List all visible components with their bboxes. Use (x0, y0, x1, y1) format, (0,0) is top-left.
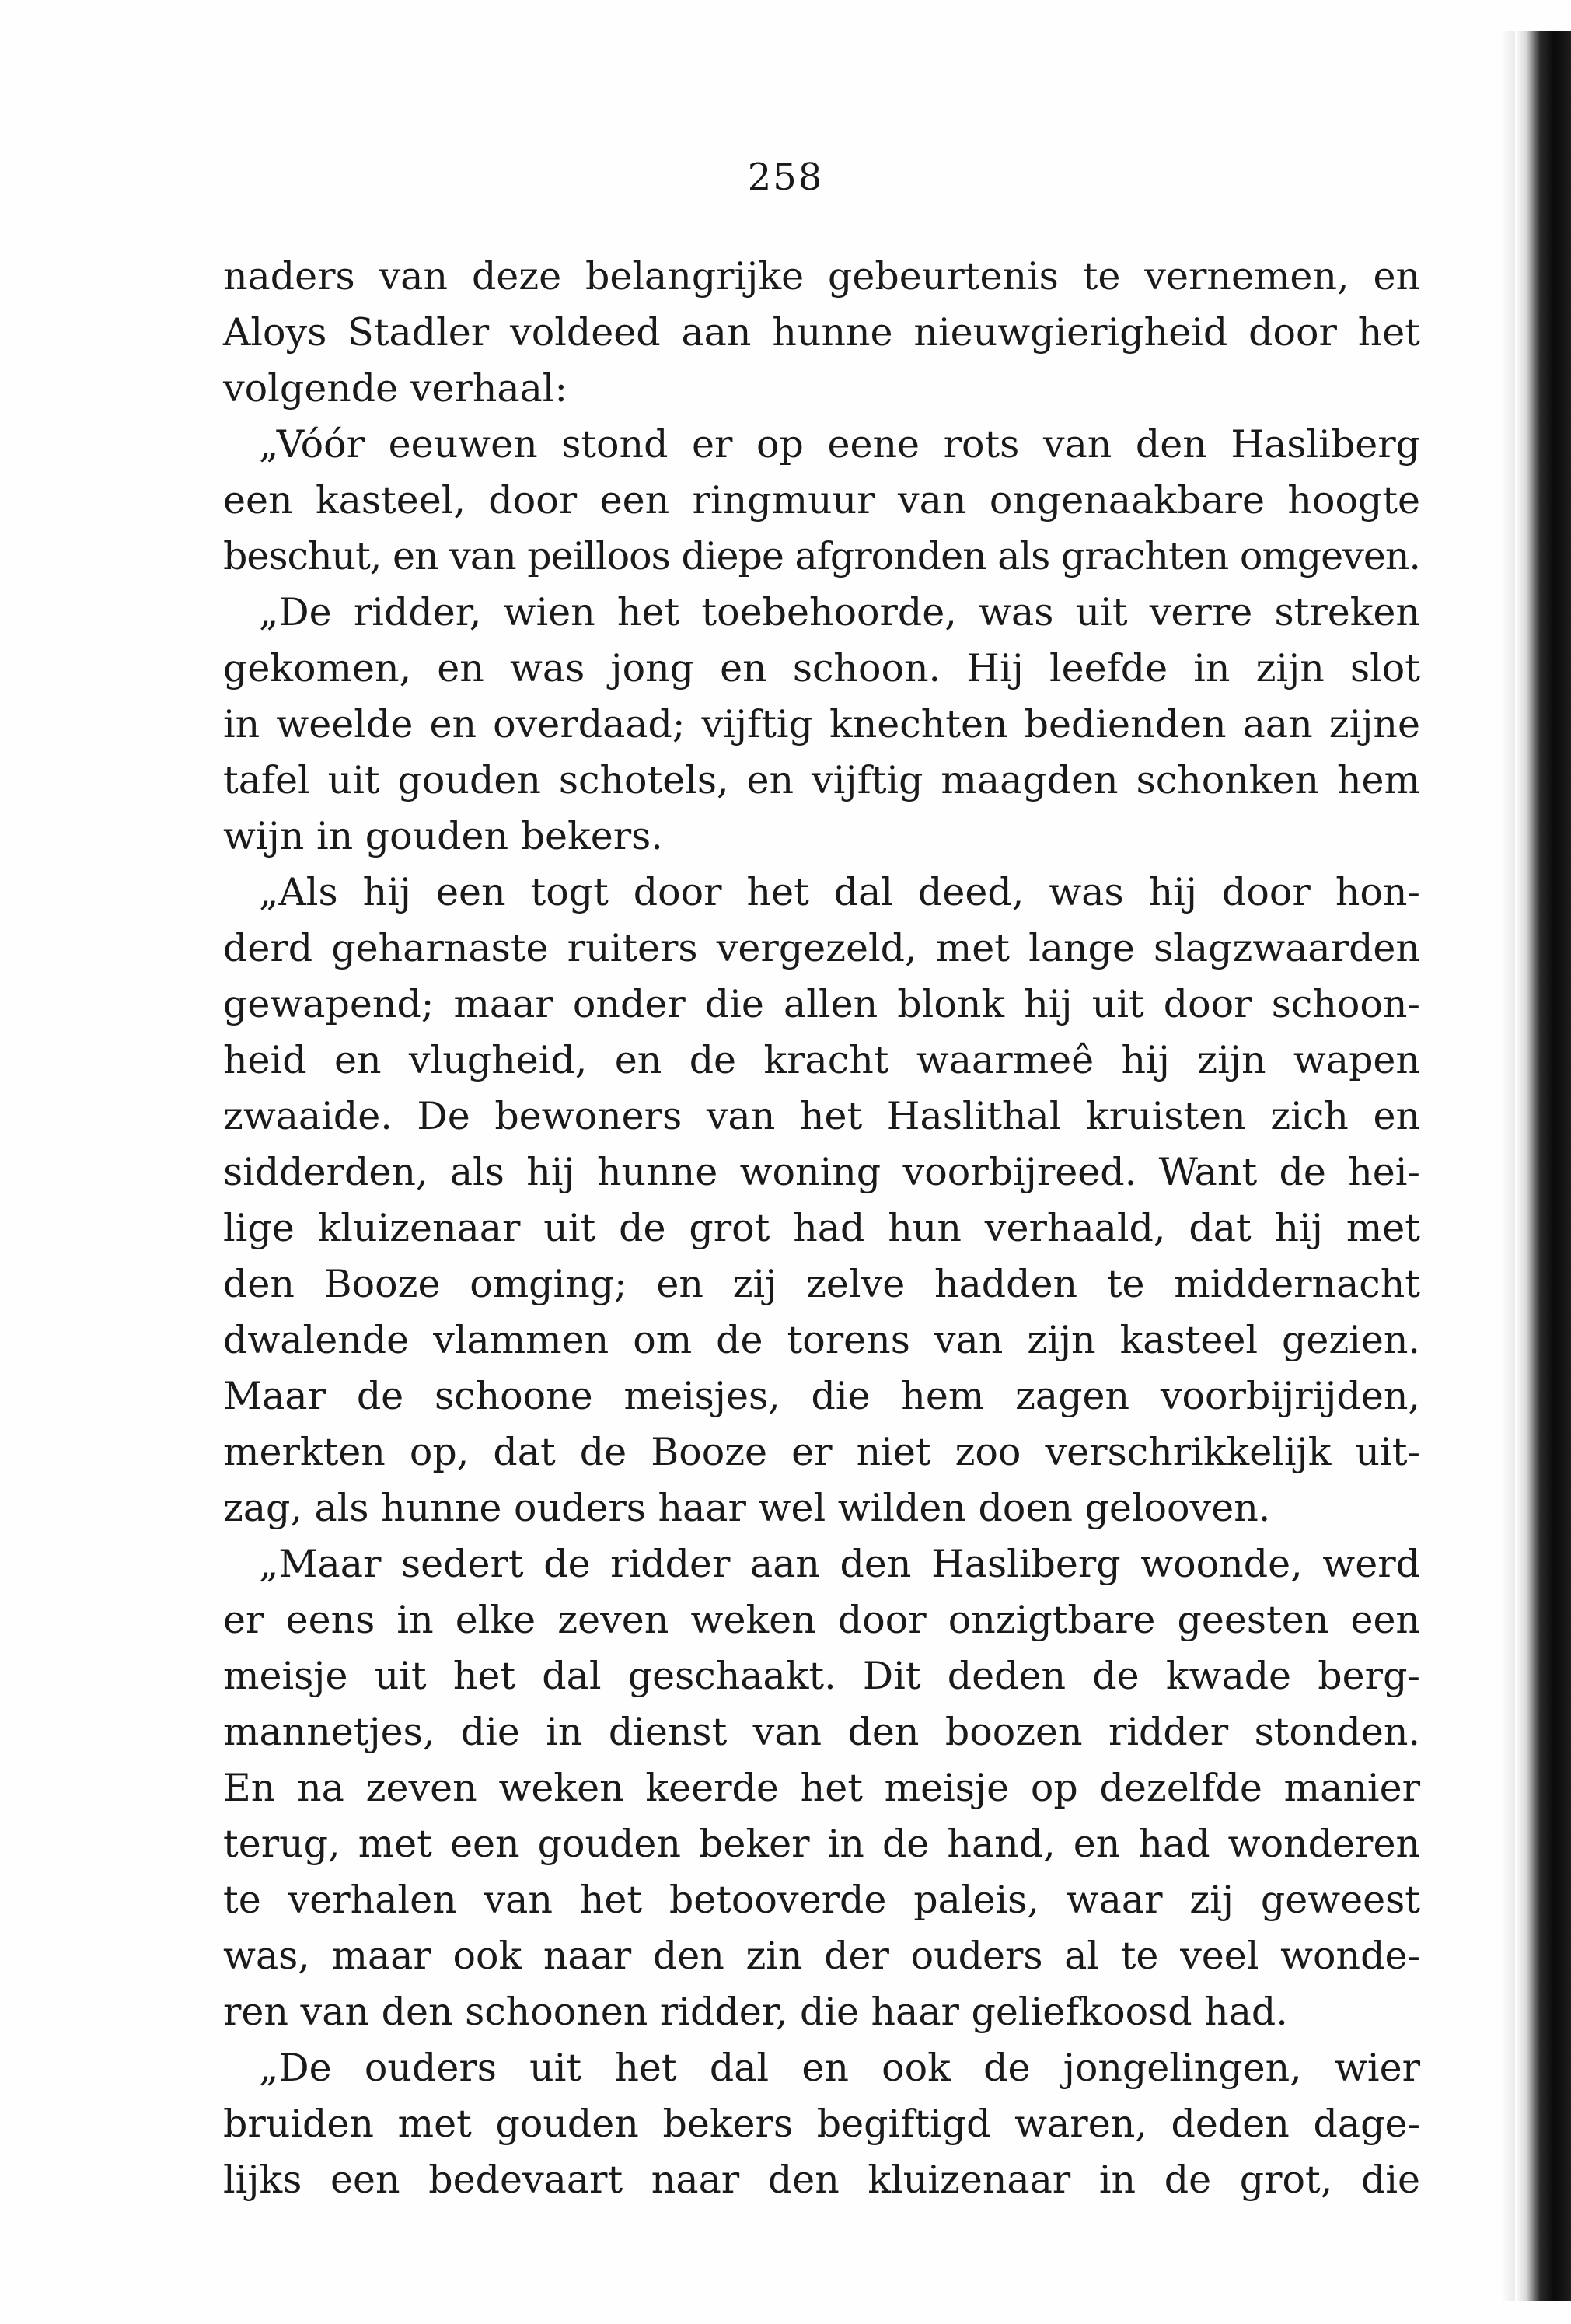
binding-shadow (1501, 31, 1515, 2301)
text-line: bruiden met gouden bekers begiftigd waren, deden dage- (223, 2102, 1420, 2146)
text-line: „De ouders uit het dal en ook de jongelingen, wier (259, 2046, 1420, 2090)
text-line: terug, met een gouden beker in de hand, en had wonderen (223, 1822, 1420, 1866)
text-line: er eens in elke zeven weken door onzigtbare geesten een (223, 1598, 1420, 1642)
text-line: in weelde en overdaad; vijftig knechten bedienden aan zijne (223, 702, 1420, 746)
text-line: merkten op, dat de Booze er niet zoo verschrikkelijk uit- (223, 1430, 1420, 1474)
text-line: zag, als hunne ouders haar wel wilden doen gelooven. (223, 1486, 1271, 1530)
text-line: mannetjes, die in dienst van den boozen ridder stonden. (223, 1710, 1420, 1754)
text-line: gewapend; maar onder die allen blonk hij uit door schoon- (223, 982, 1420, 1026)
text-line: ren van den schoonen ridder, die haar geliefkoosd had. (223, 1990, 1288, 2034)
text-line: een kasteel, door een ringmuur van ongenaakbare hoogte (223, 478, 1420, 522)
text-line: te verhalen van het betooverde paleis, waar zij geweest (223, 1878, 1420, 1922)
text-line: „De ridder, wien het toebehoorde, was uit verre streken (259, 590, 1420, 634)
text-line: den Booze omging; en zij zelve hadden te middernacht (223, 1262, 1420, 1306)
text-line: Aloys Stadler voldeed aan hunne nieuwgierigheid door het (223, 310, 1420, 355)
body-text (223, 249, 1420, 2208)
page-binding-edge (1515, 31, 1571, 2301)
text-line: naders van deze belangrijke gebeurtenis te vernemen, en (223, 254, 1420, 299)
text-line: „Vóór eeuwen stond er op eene rots van den Hasliberg (259, 422, 1420, 467)
text-line: heid en vlugheid, en de kracht waarmeê hij zijn wapen (223, 1038, 1420, 1082)
text-line: En na zeven weken keerde het meisje op dezelfde manier (223, 1766, 1420, 1810)
text-line: was, maar ook naar den zin der ouders al te veel wonde- (223, 1934, 1420, 1978)
text-line: wijn in gouden bekers. (223, 814, 663, 858)
text-line: „Maar sedert de ridder aan den Hasliberg woonde, werd (259, 1542, 1420, 1586)
text-line: dwalende vlammen om de torens van zijn kasteel gezien. (223, 1318, 1420, 1362)
text-line: sidderden, als hij hunne woning voorbijreed. Want de hei- (223, 1150, 1420, 1194)
text-line: gekomen, en was jong en schoon. Hij leefde in zijn slot (223, 646, 1420, 690)
text-line: zwaaide. De bewoners van het Haslithal kruisten zich en (223, 1094, 1420, 1138)
text-line: tafel uit gouden schotels, en vijftig maagden schonken hem (223, 758, 1420, 802)
text-line: „Als hij een togt door het dal deed, was hij door hon- (259, 870, 1420, 914)
text-line: derd geharnaste ruiters vergezeld, met lange slagzwaarden (223, 926, 1420, 970)
text-line: lijks een bedevaart naar den kluizenaar in de grot, die (223, 2158, 1420, 2202)
text-line: meisje uit het dal geschaakt. Dit deden de kwade berg- (223, 1654, 1420, 1698)
text-line: beschut, en van peilloos diepe afgronden als grachten omgeven. (223, 534, 1420, 578)
page-number: 258 (747, 156, 824, 199)
text-line: Maar de schoone meisjes, die hem zagen voorbijrijden, (223, 1374, 1420, 1418)
text-line: lige kluizenaar uit de grot had hun verhaald, dat hij met (223, 1206, 1420, 1250)
text-line: volgende verhaal: (223, 366, 567, 411)
